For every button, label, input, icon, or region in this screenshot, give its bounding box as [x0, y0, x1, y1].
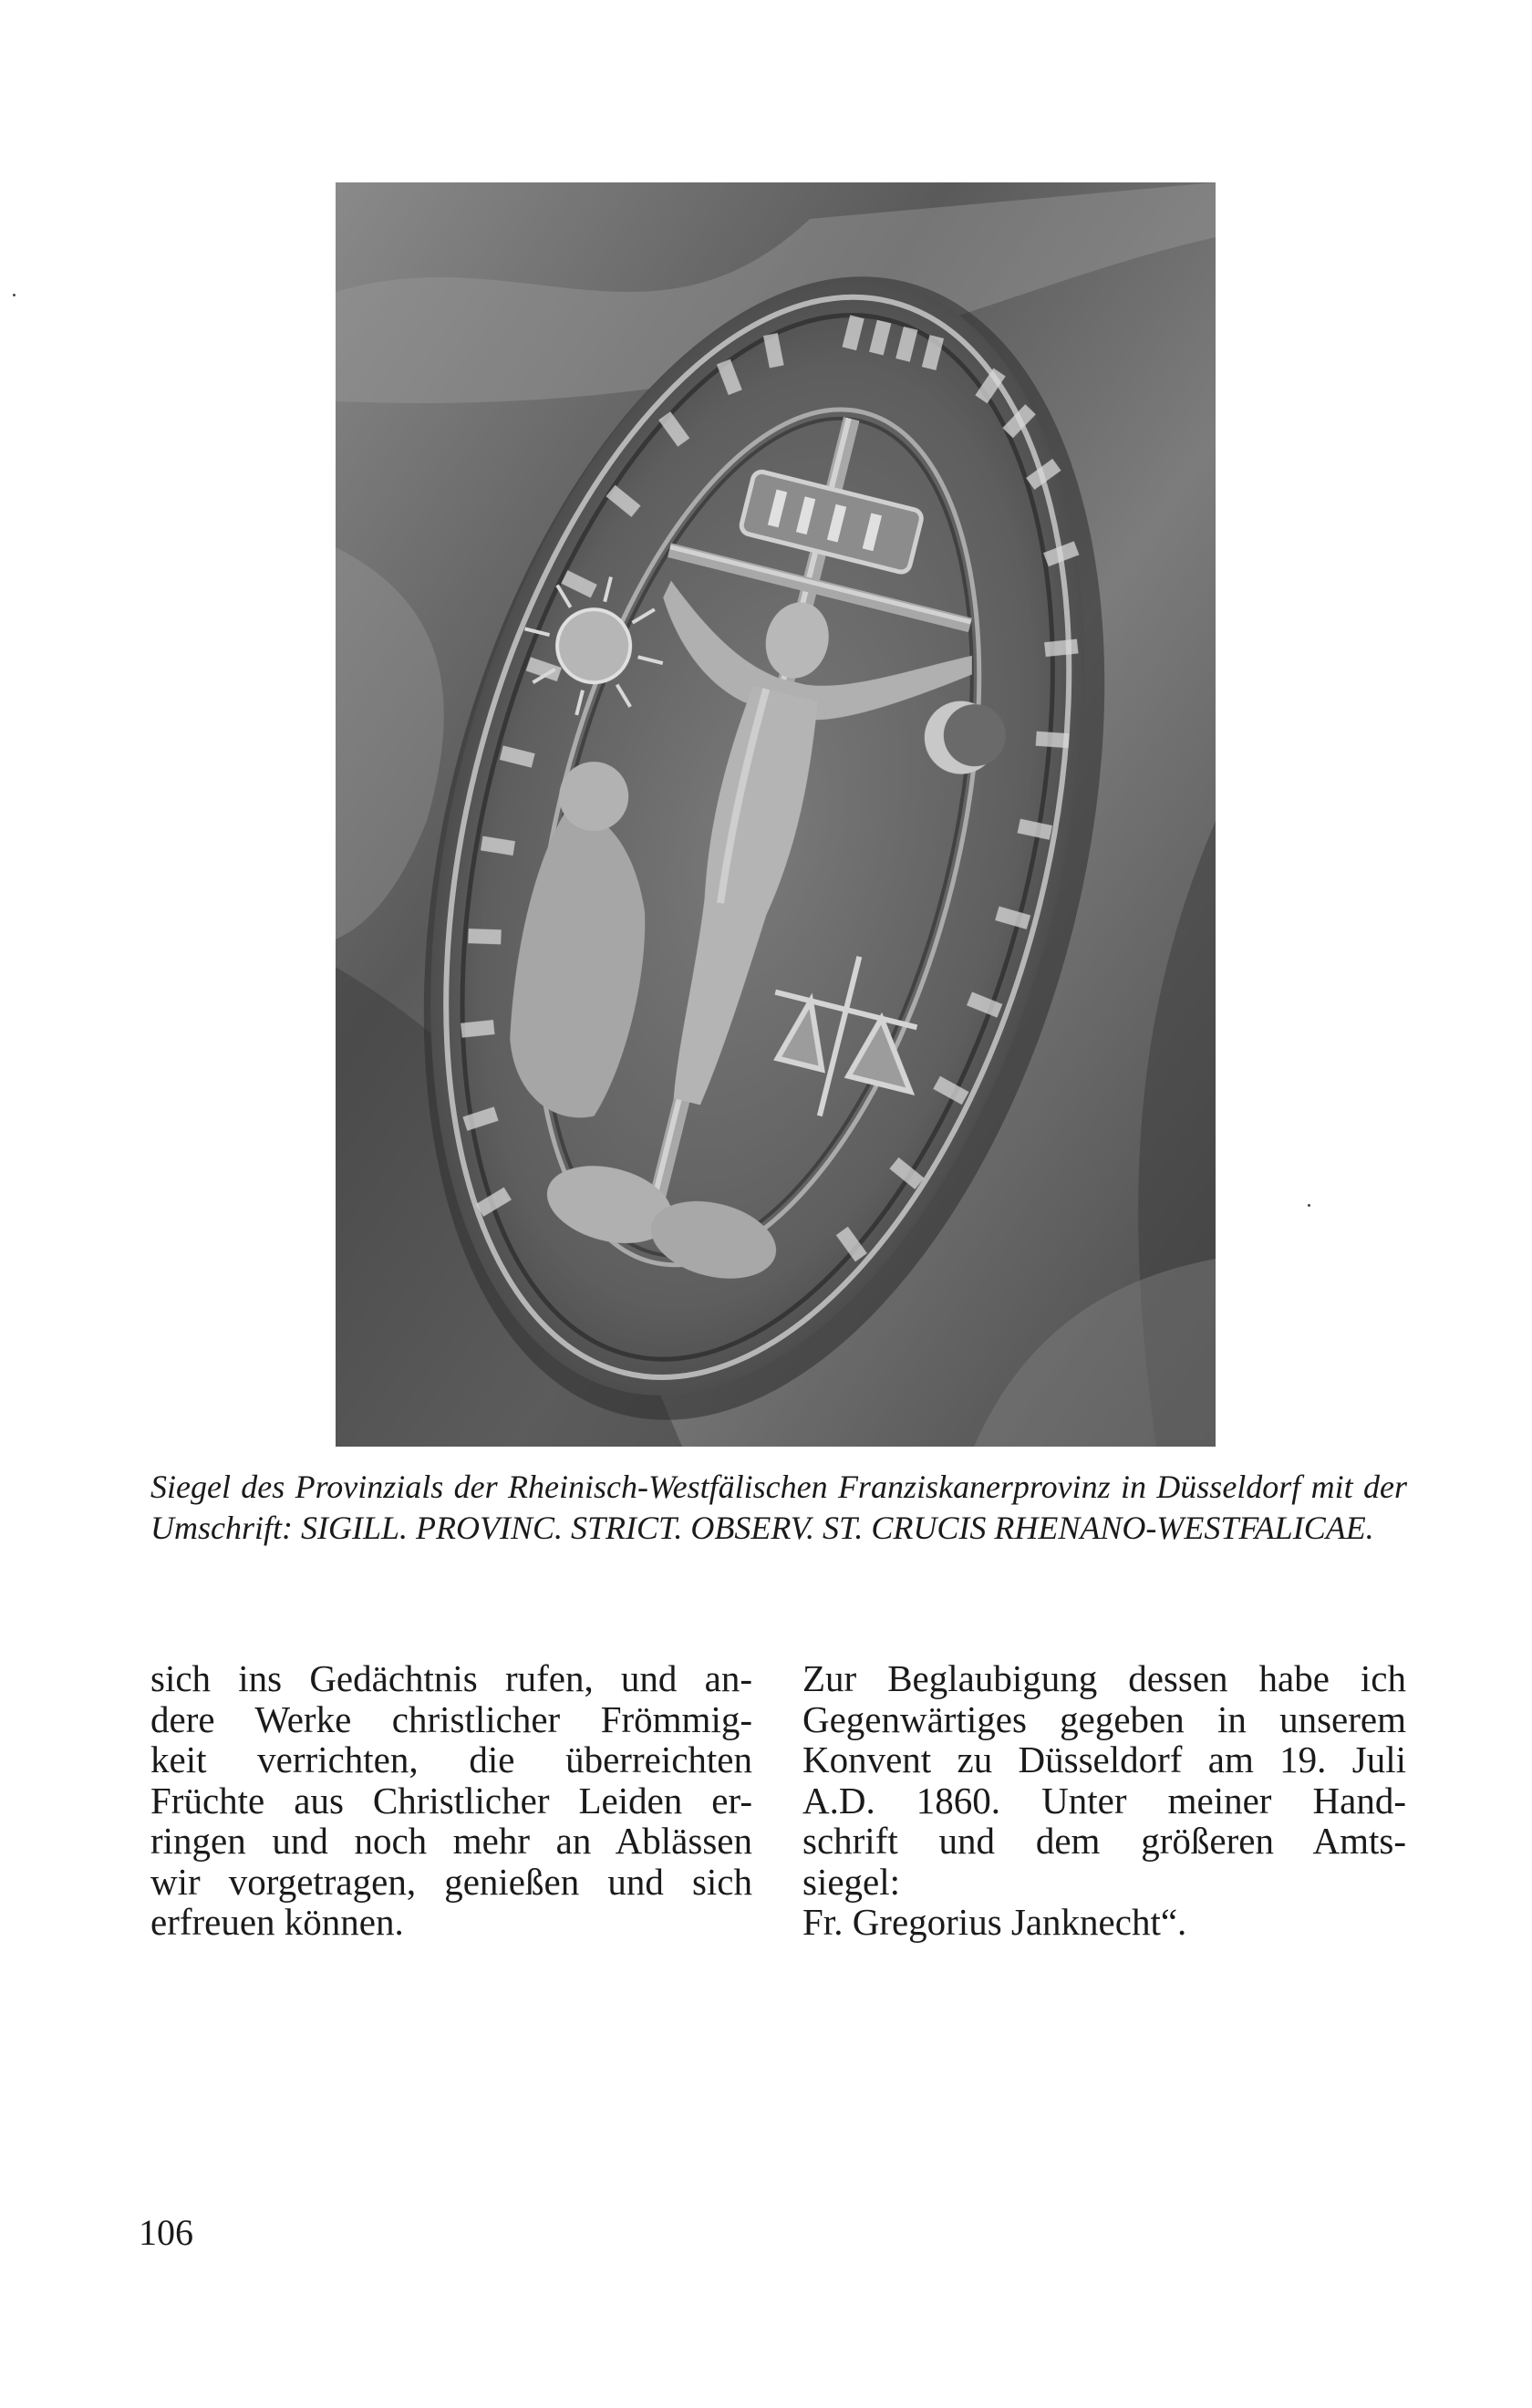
- seal-image: [336, 182, 1216, 1447]
- left-line-5: ringen und noch mehr an Ablässen: [150, 1820, 752, 1862]
- seal-photograph: [336, 182, 1216, 1447]
- right-column: [802, 1658, 1406, 1943]
- left-line-2: dere Werke christlicher Frömmig-: [150, 1697, 752, 1740]
- left-line-1: sich ins Gedächtnis rufen, und an-: [150, 1657, 752, 1699]
- page-number: 106: [139, 2212, 193, 2253]
- figure-caption: [150, 1467, 1407, 1549]
- print-speck: [13, 294, 16, 296]
- right-line-6: siegel:: [802, 1860, 901, 1903]
- right-line-3: Konvent zu Düsseldorf am 19. Juli: [802, 1739, 1406, 1780]
- right-line-4: A.D. 1860. Unter meiner Hand-: [802, 1779, 1406, 1822]
- right-line-1: Zur Beglaubigung dessen habe ich: [802, 1657, 1406, 1699]
- caption-text: Siegel des Provinzials der Rheinisch-Westfälischen Franziskanerprovinz in Düsseldorf mit der Umschrift: SIGILL. PROVINC. STRICT. OBSERV. ST. CRUCIS RHENANO-WESTFALICAE.: [150, 1469, 1407, 1546]
- right-line-2: Gegenwärtiges gegeben in unserem: [802, 1697, 1406, 1740]
- right-line-5: schrift und dem größeren Amts-: [802, 1820, 1406, 1862]
- right-line-7: Fr. Gregorius Janknecht“.: [802, 1901, 1187, 1943]
- left-line-3: keit verrichten, die überreichten: [150, 1739, 752, 1780]
- left-line-4: Früchte aus Christlicher Leiden er-: [150, 1779, 752, 1822]
- left-line-7: erfreuen können.: [150, 1901, 404, 1943]
- left-column: [150, 1658, 752, 1943]
- print-speck: [1308, 1204, 1310, 1207]
- left-line-6: wir vorgetragen, genießen und sich: [150, 1860, 752, 1903]
